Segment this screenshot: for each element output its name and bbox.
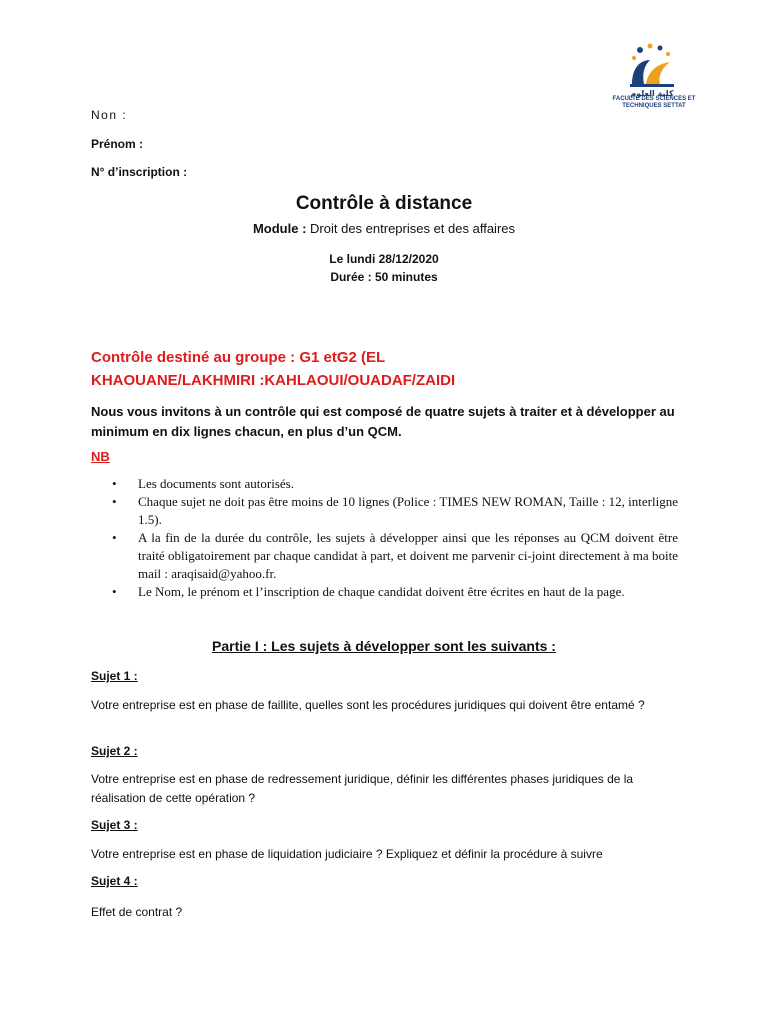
nb-item: • A la fin de la durée du contrôle, les sujets à développer ainsi que les réponses au QCM doivent être traité obligatoirement par chaque candidat à part, et doivent me parvenir ci-joint directement à ma boite mail : araqisaid@yahoo.fr. bbox=[110, 529, 678, 583]
sujet-4-text: Effet de contrat ? bbox=[91, 905, 183, 919]
group-heading-line2: KHAOUANE/LAKHMIRI :KAHLAOUI/OUADAF/ZAIDI bbox=[91, 372, 456, 389]
logo-caption: FACULTÉ DES SCIENCES ET TECHNIQUES SETTAT bbox=[612, 96, 696, 109]
exam-date: Le lundi 28/12/2020 bbox=[329, 252, 439, 266]
nb-item: • Le Nom, le prénom et l’inscription de chaque candidat doivent être écrites en haut de la page. bbox=[110, 583, 678, 601]
nb-item: • Les documents sont autorisés. bbox=[110, 475, 678, 493]
faculty-emblem-icon bbox=[610, 40, 696, 100]
sujet-2-text: Votre entreprise est en phase de redressement juridique, définir les différentes phases juridiques de la réalisation de cette opération ? bbox=[91, 772, 634, 805]
module-value: Droit des entreprises et des affaires bbox=[310, 221, 516, 236]
exam-duration: Durée : 50 minutes bbox=[330, 270, 438, 284]
sujet-4-label: Sujet 4 : bbox=[91, 874, 138, 888]
nb-item: • Chaque sujet ne doit pas être moins de 10 lignes (Police : TIMES NEW ROMAN, Taille : 12, interligne 1.5). bbox=[110, 493, 678, 529]
module-line bbox=[0, 221, 768, 236]
field-non: Non : bbox=[91, 108, 128, 122]
field-inscription: N° d’inscription : bbox=[91, 165, 188, 179]
group-heading-line1: Contrôle destiné au groupe : G1 etG2 (EL bbox=[91, 349, 386, 366]
sujet-3-text: Votre entreprise est en phase de liquidation judiciaire ? Expliquez et définir la procédure à suivre bbox=[91, 847, 603, 861]
nb-list bbox=[110, 475, 678, 601]
sujet-1-text: Votre entreprise est en phase de faillite, quelles sont les procédures juridiques qui doivent être entamé ? bbox=[91, 698, 645, 712]
section-heading-partie-1: Partie I : Les sujets à développer sont les suivants : bbox=[212, 638, 556, 654]
field-prenom: Prénom : bbox=[91, 137, 144, 151]
nb-label: NB bbox=[91, 449, 110, 464]
page-title: Contrôle à distance bbox=[295, 193, 473, 214]
svg-text:كلية العلوم: كلية العلوم bbox=[630, 89, 674, 98]
sujet-1-label: Sujet 1 : bbox=[91, 669, 138, 683]
group-heading bbox=[91, 346, 691, 392]
sujet-2-label: Sujet 2 : bbox=[91, 744, 138, 758]
module-label: Module : bbox=[252, 221, 307, 236]
intro-paragraph: Nous vous invitons à un contrôle qui est composé de quatre sujets à traiter et à développer au minimum en dix lignes chacun, en plus d’un QCM. bbox=[91, 404, 675, 439]
sujet-3-label: Sujet 3 : bbox=[91, 818, 138, 832]
